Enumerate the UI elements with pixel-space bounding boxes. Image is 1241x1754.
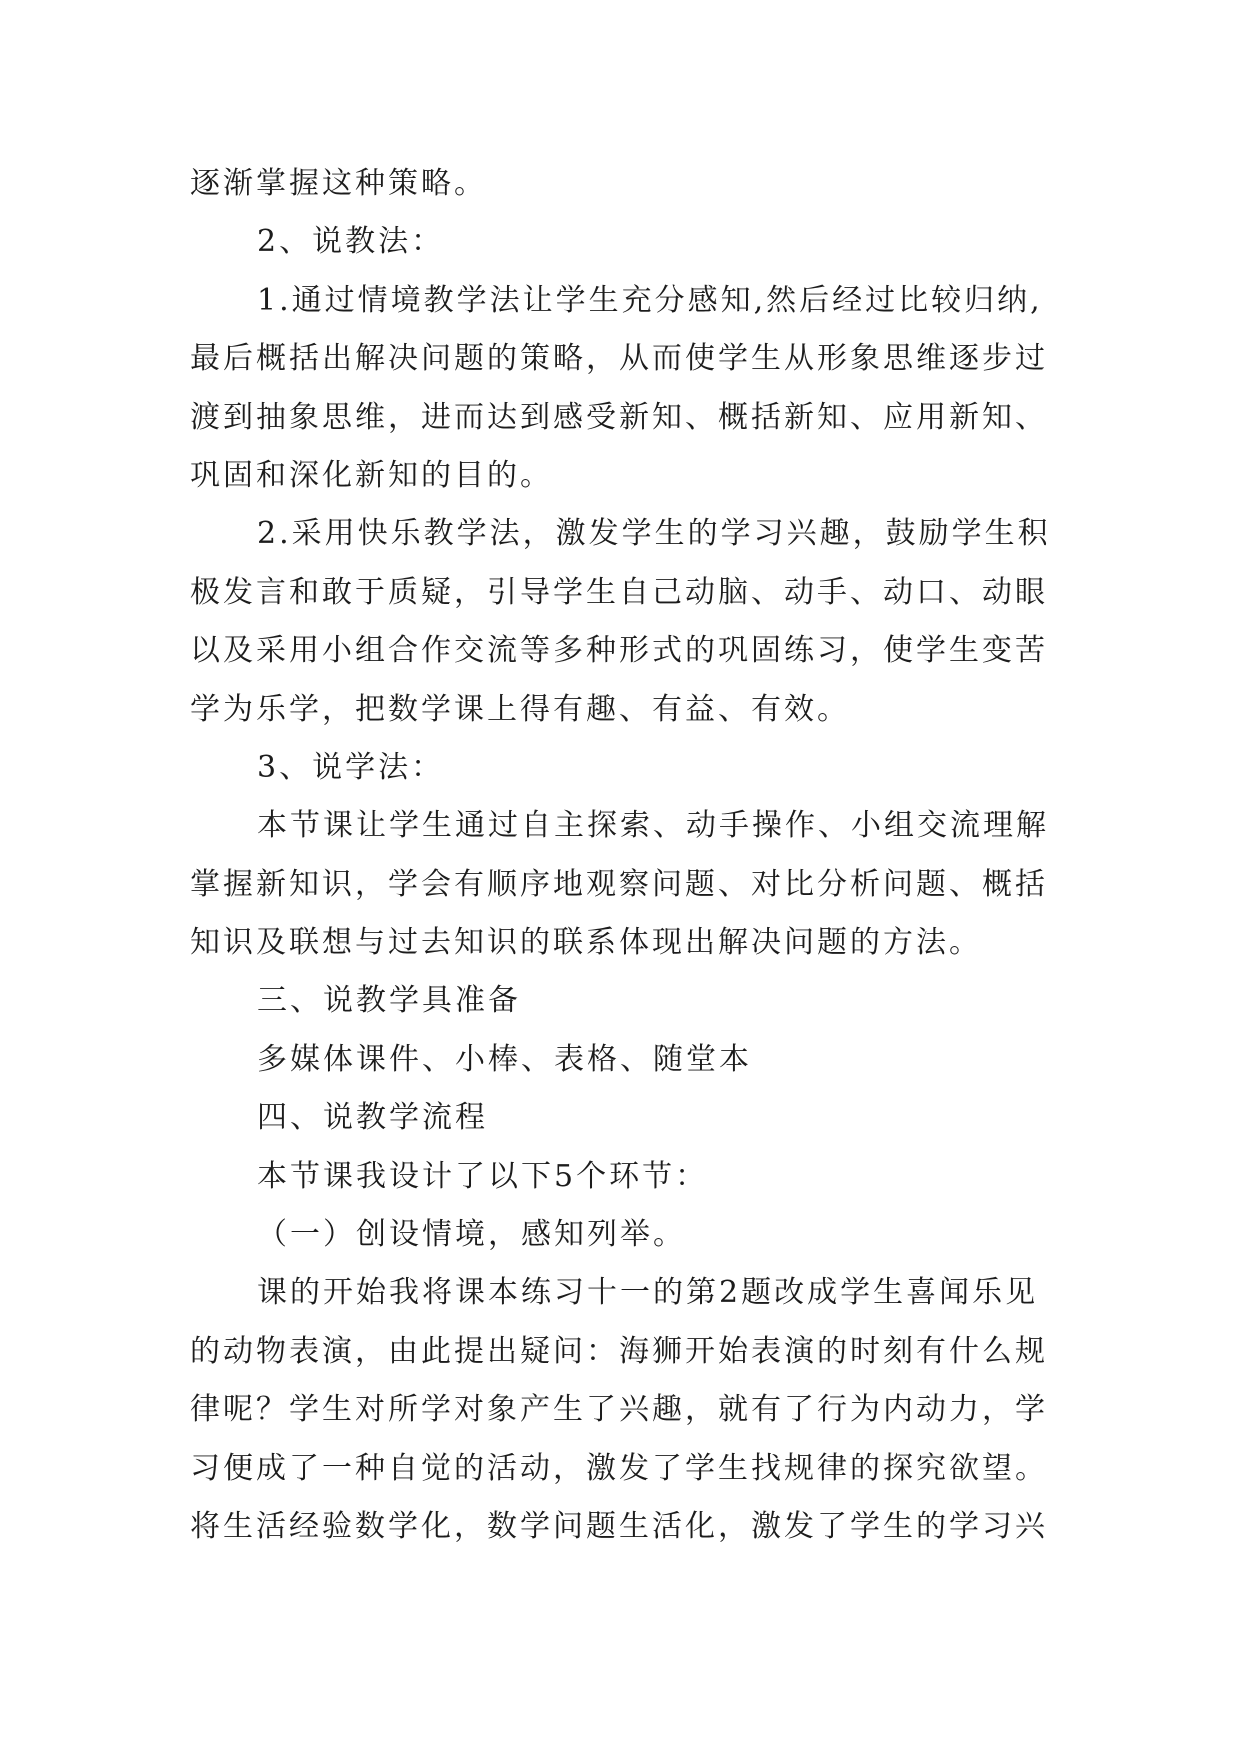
paragraph-line: 最后概括出解决问题的策略，从而使学生从形象思维逐步过 (190, 341, 1048, 377)
paragraph-line: 的动物表演，由此提出疑问：海狮开始表演的时刻有什么规 (190, 1333, 1048, 1369)
paragraph-line: 将生活经验数学化，数学问题生活化，激发了学生的学习兴 (190, 1508, 1048, 1544)
paragraph-line: 以及采用小组合作交流等多种形式的巩固练习，使学生变苦 (190, 633, 1048, 669)
paragraph-line: 1.通过情境教学法让学生充分感知,然后经过比较归纳, (257, 282, 1043, 318)
paragraph-line: 巩固和深化新知的目的。 (190, 457, 553, 493)
section-heading-learning-method: 3、说学法： (257, 749, 445, 785)
paragraph-line: 本节课我设计了以下5个环节： (257, 1158, 709, 1194)
paragraph-line: 课的开始我将课本练习十一的第2题改成学生喜闻乐见 (257, 1275, 1039, 1311)
paragraph-line: 本节课让学生通过自主探索、动手操作、小组交流理解 (257, 808, 1049, 844)
paragraph-line: 渡到抽象思维，进而达到感受新知、概括新知、应用新知、 (190, 399, 1048, 435)
section-heading-teaching-process: 四、说教学流程 (257, 1100, 488, 1136)
paragraph-line: 知识及联想与过去知识的联系体现出解决问题的方法。 (190, 925, 982, 961)
paragraph-line: 习便成了一种自觉的活动，激发了学生找规律的探究欲望。 (190, 1450, 1048, 1486)
paragraph-line: 逐渐掌握这种策略。 (190, 166, 487, 201)
document-body (0, 155, 1241, 1556)
subsection-heading: （一）创设情境，感知列举。 (257, 1217, 686, 1253)
section-heading-teaching-aids: 三、说教学具准备 (257, 983, 521, 1019)
paragraph-line: 2.采用快乐教学法，激发学生的学习兴趣，鼓励学生积 (257, 516, 1051, 552)
paragraph-line: 掌握新知识，学会有顺序地观察问题、对比分析问题、概括 (190, 866, 1048, 902)
paragraph-line: 极发言和敢于质疑，引导学生自己动脑、动手、动口、动眼 (190, 574, 1048, 610)
paragraph-line: 律呢？学生对所学对象产生了兴趣，就有了行为内动力，学 (190, 1392, 1048, 1428)
paragraph-line: 多媒体课件、小棒、表格、随堂本 (257, 1041, 752, 1077)
section-heading-teaching-method: 2、说教法： (257, 224, 445, 260)
paragraph-line: 学为乐学，把数学课上得有趣、有益、有效。 (190, 691, 850, 727)
